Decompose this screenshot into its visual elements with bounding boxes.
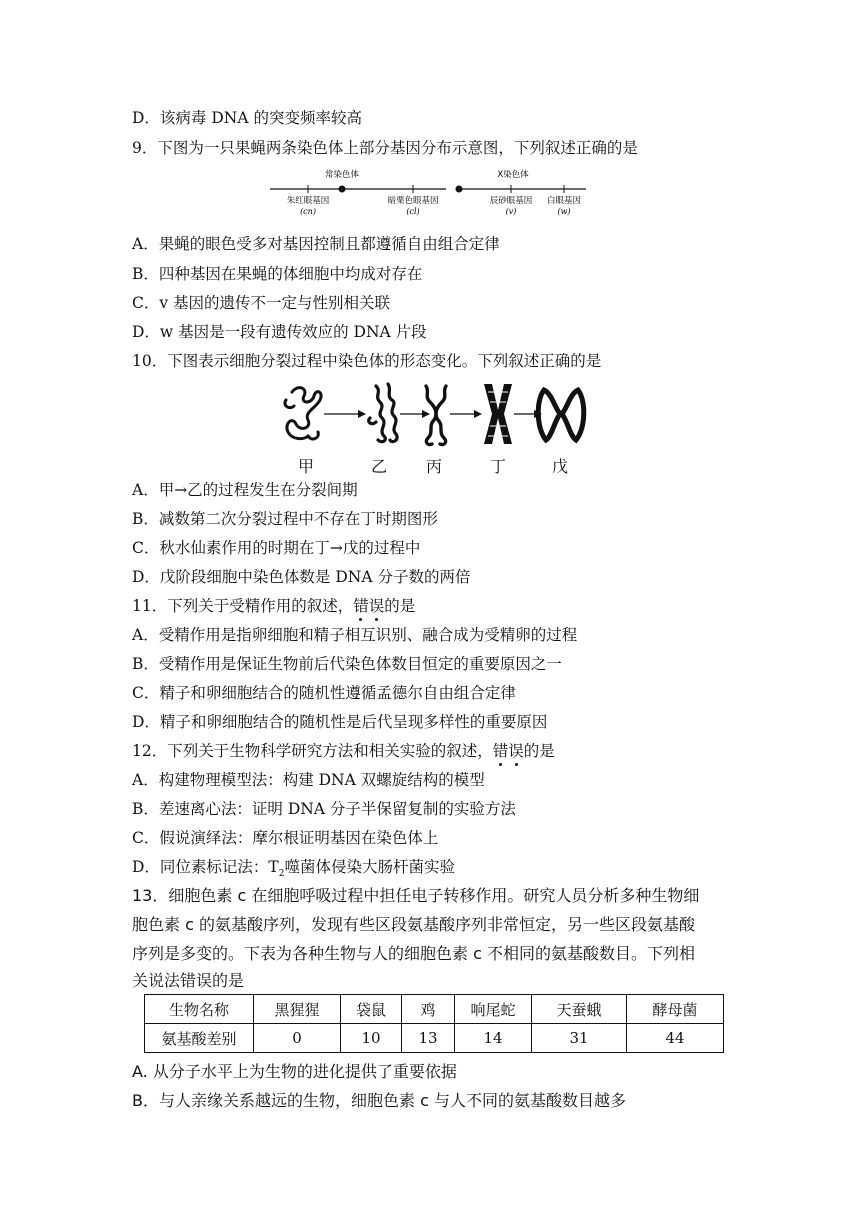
q11-emphasis-2: 误 xyxy=(368,597,385,615)
q12-option-d-post: 噬菌体侵染大肠杆菌实验 xyxy=(284,858,456,876)
q11-stem-post: 的是 xyxy=(384,597,416,615)
stage-jia-chromatin xyxy=(285,388,321,439)
table-header-row xyxy=(145,995,724,1024)
gene-symbol-cn: (cn) xyxy=(300,207,316,216)
table-header-cell: 生物名称 xyxy=(145,995,254,1024)
stage-label-bing: 丙 xyxy=(426,457,443,476)
stage-label-yi: 乙 xyxy=(371,457,388,476)
chromosome-morphology-figure xyxy=(278,378,588,450)
table-cell: 10 xyxy=(341,1024,402,1053)
q12-stem-pre: 12．下列关于生物科学研究方法和相关实验的叙述， xyxy=(132,742,493,760)
q8-option-d: D．该病毒 DNA 的突变频率较高 xyxy=(132,109,362,127)
gene-name-v: 辰砂眼基因 xyxy=(489,196,533,206)
q12-emphasis-2: 误 xyxy=(508,742,524,760)
q10-stem: 10．下图表示细胞分裂过程中染色体的形态变化。下列叙述正确的是 xyxy=(132,352,602,370)
q11-option-c: C．精子和卵细胞结合的随机性遵循孟德尔自由组合定律 xyxy=(132,684,516,702)
table-header-cell: 黑猩猩 xyxy=(254,995,341,1024)
q11-option-b: B．受精作用是保证生物前后代染色体数目恒定的重要原因之一 xyxy=(132,655,562,673)
q9-stem: 9．下图为一只果蝇两条染色体上部分基因分布示意图，下列叙述正确的是 xyxy=(132,139,638,157)
q12-stem xyxy=(132,741,555,761)
table-header-cell: 酵母菌 xyxy=(627,995,724,1024)
q9-option-c: C．v 基因的遗传不一定与性别相关联 xyxy=(132,294,391,312)
q12-emphasis-1: 错 xyxy=(492,742,509,760)
q12-option-d xyxy=(132,857,455,884)
table-row xyxy=(145,1024,724,1053)
arrow-jia-yi-head xyxy=(358,410,366,418)
gene-name-cl: 暗栗色眼基因 xyxy=(387,196,439,206)
stage-label-jia: 甲 xyxy=(298,457,315,476)
table-header-cell: 响尾蛇 xyxy=(455,995,532,1024)
q13-stem-line2: 胞色素 c 的氨基酸序列，发现有些区段氨基酸序列非常恒定，另一些区段氨基酸 xyxy=(132,915,695,934)
arrow-yi-bing-head xyxy=(422,410,430,418)
gene-symbol-v: (v) xyxy=(505,207,517,216)
q13-option-a: A. 从分子水平上为生物的进化提供了重要依据 xyxy=(132,1062,457,1081)
q10-option-b: B．减数第二次分裂过程中不存在丁时期图形 xyxy=(132,510,438,528)
q10-option-c: C．秋水仙素作用的时期在丁→戊的过程中 xyxy=(132,539,421,557)
q10-option-d: D．戊阶段细胞中染色体数是 DNA 分子数的两倍 xyxy=(132,568,471,586)
q13-stem-line1: 13．细胞色素 c 在细胞呼吸过程中担任电子转移作用。研究人员分析多种生物细 xyxy=(132,886,700,905)
q12-stem-post: 的是 xyxy=(523,742,555,760)
stage-wu-chromosomes xyxy=(538,390,584,440)
q12-option-a: A．构建物理模型法：构建 DNA 双螺旋结构的模型 xyxy=(132,771,485,789)
stage-ding-chromosome xyxy=(484,384,512,444)
gene-symbol-w: (w) xyxy=(557,207,571,216)
q9-option-d: D．w 基因是一段有遗传效应的 DNA 片段 xyxy=(132,323,427,341)
autosome-centromere xyxy=(339,186,346,193)
table-header-cell: 鸡 xyxy=(402,995,455,1024)
q11-stem-pre: 11．下列关于受精作用的叙述， xyxy=(132,597,354,615)
q11-stem xyxy=(132,596,415,616)
q13-option-b: B．与人亲缘关系越远的生物，细胞色素 c 与人不同的氨基酸数目越多 xyxy=(132,1091,626,1110)
table-cell: 44 xyxy=(627,1024,724,1053)
q13-stem-line4: 关说法错误的是 xyxy=(132,971,245,990)
chromosome-gene-map-figure xyxy=(268,166,588,218)
table-cell: 14 xyxy=(455,1024,532,1053)
q11-option-d: D．精子和卵细胞结合的随机性是后代呈现多样性的重要原因 xyxy=(132,713,548,731)
x-chromosome-label: X染色体 xyxy=(497,170,529,180)
table-cell: 氨基酸差别 xyxy=(145,1024,254,1053)
q11-emphasis-1: 错 xyxy=(353,597,369,615)
gene-name-cn: 朱红眼基因 xyxy=(286,196,330,206)
q12-option-d-pre: D．同位素标记法：T xyxy=(132,858,279,876)
q10-option-a: A．甲→乙的过程发生在分裂间期 xyxy=(132,481,358,499)
stage-bing-chromosome xyxy=(426,386,446,445)
q12-option-d-sub: 2 xyxy=(278,869,285,880)
cytochrome-c-table xyxy=(144,994,724,1053)
gene-name-w: 白眼基因 xyxy=(546,196,582,206)
autosome-label: 常染色体 xyxy=(324,170,360,180)
arrow-bing-ding-head xyxy=(474,410,482,418)
table-cell: 31 xyxy=(532,1024,627,1053)
q12-option-b: B．差速离心法：证明 DNA 分子半保留复制的实验方法 xyxy=(132,800,516,818)
table-header-cell: 天蚕蛾 xyxy=(532,995,627,1024)
table-header-cell: 袋鼠 xyxy=(341,995,402,1024)
table-cell: 0 xyxy=(254,1024,341,1053)
q11-option-a: A．受精作用是指卵细胞和精子相互识别、融合成为受精卵的过程 xyxy=(132,626,578,644)
q9-option-a: A．果蝇的眼色受多对基因控制且都遵循自由组合定律 xyxy=(132,235,500,253)
q12-option-c: C．假说演绎法：摩尔根证明基因在染色体上 xyxy=(132,829,439,847)
stage-label-ding: 丁 xyxy=(490,457,507,476)
stage-yi-chromatin xyxy=(369,384,397,442)
stage-label-wu: 戊 xyxy=(552,457,569,476)
q9-option-b: B．四种基因在果蝇的体细胞中均成对存在 xyxy=(132,265,423,283)
gene-symbol-cl: (cl) xyxy=(406,207,420,216)
q13-stem-line3: 序列是多变的。下表为各种生物与人的细胞色素 c 不相同的氨基酸数目。下列相 xyxy=(132,944,695,963)
table-cell: 13 xyxy=(402,1024,455,1053)
